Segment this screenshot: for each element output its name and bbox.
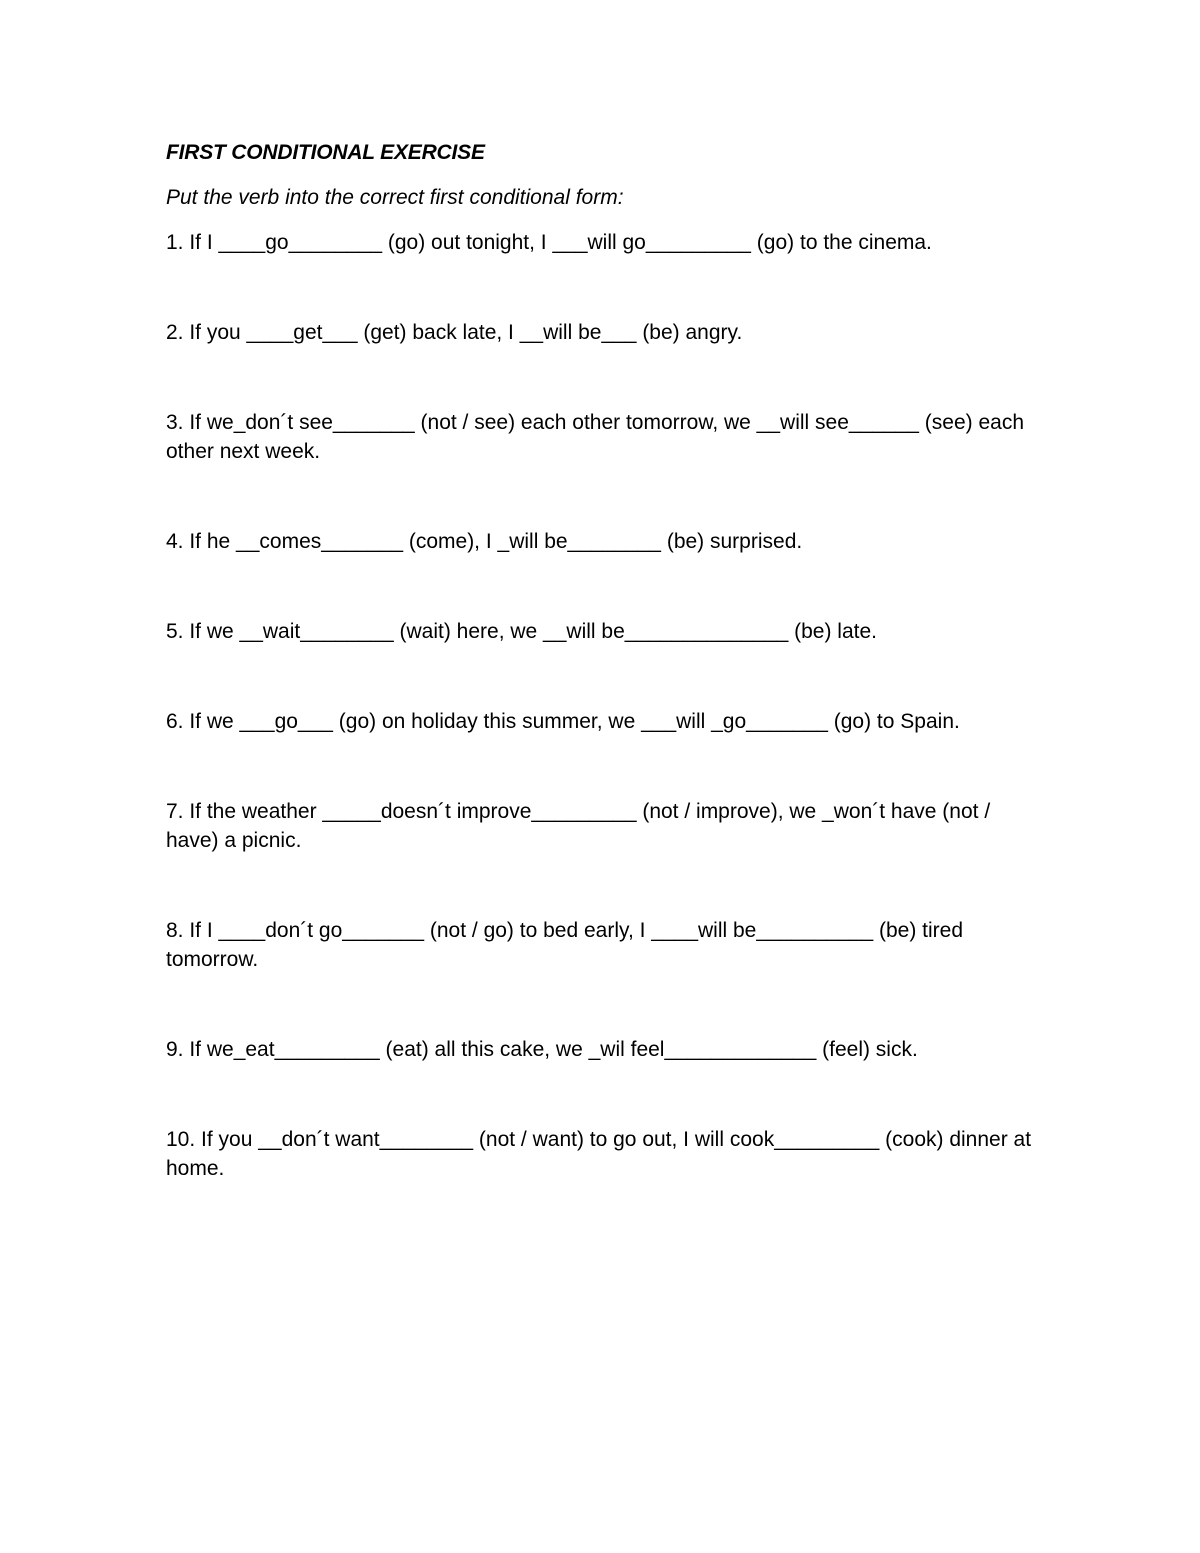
exercise-item-2: 2. If you ____get___ (get) back late, I __will be___ (be) angry. — [166, 321, 743, 344]
exercise-item-10: 10. If you __don´t want________ (not / want) to go out, I will cook_________ (cook) dinner at home. — [166, 1128, 1032, 1180]
exercise-item-4: 4. If he __comes_______ (come), I _will be________ (be) surprised. — [166, 530, 803, 553]
exercise-title: FIRST CONDITIONAL EXERCISE — [166, 141, 485, 164]
exercise-item-3: 3. If we_don´t see_______ (not / see) each other tomorrow, we __will see______ (see) each other next week. — [166, 411, 1025, 463]
exercise-item-9: 9. If we_eat_________ (eat) all this cake, we _wil feel_____________ (feel) sick. — [166, 1038, 918, 1061]
exercise-instructions: Put the verb into the correct first conditional form: — [166, 186, 624, 209]
exercise-item-1: 1. If I ____go________ (go) out tonight, I ___will go_________ (go) to the cinema. — [166, 231, 932, 254]
exercise-item-7: 7. If the weather _____doesn´t improve_________ (not / improve), we _won´t have (not / have) a picnic. — [166, 800, 991, 852]
exercise-item-6: 6. If we ___go___ (go) on holiday this summer, we ___will _go_______ (go) to Spain. — [166, 710, 960, 733]
exercise-item-5: 5. If we __wait________ (wait) here, we __will be______________ (be) late. — [166, 620, 877, 643]
document-content — [166, 138, 1046, 1183]
exercise-item-8: 8. If I ____don´t go_______ (not / go) to bed early, I ____will be__________ (be) tired tomorrow. — [166, 919, 964, 971]
